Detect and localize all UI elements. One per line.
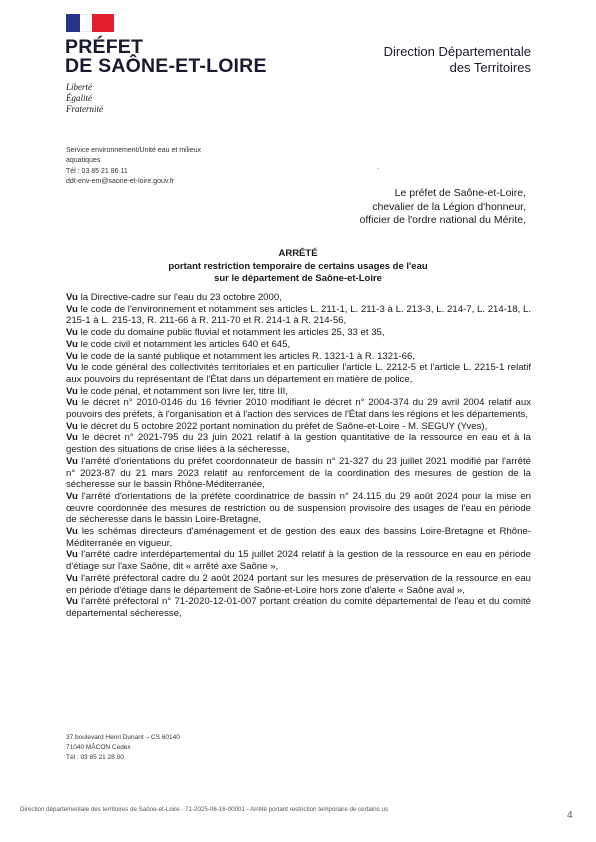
consideration-item bbox=[66, 304, 531, 327]
considerations-list bbox=[66, 292, 531, 620]
service-email[interactable]: ddt-env-em@saone-et-loire.gouv.fr bbox=[66, 177, 175, 185]
consideration-item bbox=[66, 596, 531, 619]
stray-dot: . bbox=[377, 164, 379, 171]
republic-motto bbox=[66, 82, 103, 115]
arrete-title-block bbox=[0, 248, 596, 285]
consideration-prefix: Vu bbox=[66, 420, 78, 432]
consideration-text: l'arrêté d'orientations de la préfète coordinatrice de bassin n° 24.115 du 29 août 2024 pour la mise en œuvre coordonnée des mesures de restriction ou de suspension provisoire des usages de l'eau en période de sécheresse dans le bassin Loire-Bretagne, bbox=[66, 490, 531, 526]
consideration-prefix: Vu bbox=[66, 292, 78, 303]
address-line: 37 boulevard Henri Dunant – CS 60140 bbox=[66, 734, 180, 741]
consideration-text: l'arrêté d'orientations du préfet coordonnateur de bassin n° 21-327 du 23 juillet 2021 modifié par l'arrêté n° 2023-87 du 21 mars 2023 relatif au renforcement de la coordination des mesures de gestion de la sécheresse sur le bassin Rhône-Méditerranée, bbox=[66, 455, 531, 491]
flag-white-stripe bbox=[80, 14, 92, 32]
service-contact bbox=[66, 146, 201, 187]
arrete-subtitle-1: portant restriction temporaire de certains usages de l'eau bbox=[168, 261, 428, 272]
signer-line: officier de l'ordre national du Mérite, bbox=[359, 214, 526, 226]
consideration-prefix: Vu bbox=[66, 572, 78, 584]
marianne-flag-logo bbox=[66, 14, 114, 32]
direction-line-1: Direction Départementale bbox=[383, 44, 531, 59]
consideration-prefix: Vu bbox=[66, 303, 78, 315]
service-line: aquatiques bbox=[66, 157, 101, 165]
consideration-item bbox=[66, 573, 531, 596]
consideration-item bbox=[66, 339, 531, 351]
page-number: 4 bbox=[567, 810, 573, 821]
consideration-prefix: Vu bbox=[66, 549, 78, 561]
service-line: Service environnement/Unité eau et milieux bbox=[66, 147, 202, 154]
direction-header bbox=[384, 44, 531, 76]
consideration-prefix: Vu bbox=[66, 432, 78, 444]
consideration-prefix: Vu bbox=[66, 327, 78, 339]
consideration-prefix: Vu bbox=[66, 385, 78, 397]
consideration-prefix: Vu bbox=[66, 397, 78, 409]
postal-address bbox=[66, 733, 180, 763]
prefecture-line-2: DE SAÔNE-ET-LOIRE bbox=[65, 55, 267, 77]
consideration-prefix: Vu bbox=[66, 526, 78, 538]
consideration-prefix: Vu bbox=[66, 596, 78, 608]
consideration-text: le code de la santé publique et notamment les articles R. 1321-1 à R. 1321-66, bbox=[77, 350, 415, 362]
consideration-item bbox=[66, 386, 531, 398]
consideration-text: la Directive-cadre sur l'eau du 23 octobre 2000, bbox=[77, 292, 282, 303]
consideration-item bbox=[66, 292, 531, 304]
consideration-item bbox=[66, 526, 531, 549]
address-phone: Tél : 03 85 21 28 00 bbox=[66, 754, 124, 761]
service-phone: Tél : 03 85 21 86 11 bbox=[66, 167, 128, 175]
consideration-text: l'arrêté préfectoral cadre du 2 août 2024 portant sur les mesures de préservation de la ressource en eau en période d'étiage dans le département de Saône-et-Loire hors zone d'alerte « Saône aval », bbox=[66, 572, 531, 596]
consideration-item bbox=[66, 362, 531, 385]
footer-reference: Direction départementale des territoires de Saône-et-Loire - 71-2025-06-16-00001 - Arrêté portant restriction temporaire de certains us bbox=[20, 806, 389, 813]
consideration-item bbox=[66, 549, 531, 572]
prefecture-line-1: PRÉFET bbox=[65, 36, 144, 58]
motto-liberte: Liberté bbox=[66, 82, 92, 92]
consideration-item bbox=[66, 432, 531, 455]
prefecture-name bbox=[65, 38, 267, 76]
consideration-text: le code du domaine public fluvial et notamment les articles 25, 33 et 35, bbox=[77, 327, 385, 339]
consideration-text: le code pénal, et notamment son livre Ier, titre III, bbox=[77, 385, 289, 397]
consideration-item bbox=[66, 421, 531, 433]
consideration-prefix: Vu bbox=[66, 350, 78, 362]
consideration-text: le code de l'environnement et notamment ses articles L. 211-1, L. 211-3 à L. 213-3, L. 214-7, L. 214-18, L. 215-1 à L. 215-13, R. 211-66 à R. 211-70 et R. 214-1 à R. 214-56, bbox=[66, 303, 531, 327]
consideration-item bbox=[66, 456, 531, 491]
consideration-text: le décret du 5 octobre 2022 portant nomination du préfet de Saône-et-Loire - M. SEGUY (Yves), bbox=[77, 420, 488, 432]
flag-blue-stripe bbox=[66, 14, 80, 32]
flag-red-stripe bbox=[92, 14, 114, 32]
direction-line-2: des Territoires bbox=[449, 60, 531, 75]
address-line: 71040 MÂCON Cedex bbox=[66, 744, 131, 751]
consideration-item bbox=[66, 351, 531, 363]
consideration-text: le code civil et notamment les articles 640 et 645, bbox=[77, 338, 291, 350]
arrete-title: ARRÊTÉ bbox=[278, 248, 318, 259]
motto-fraternite: Fraternité bbox=[66, 104, 103, 114]
motto-egalite: Égalité bbox=[66, 93, 92, 103]
consideration-item bbox=[66, 397, 531, 420]
consideration-item bbox=[66, 327, 531, 339]
consideration-prefix: Vu bbox=[66, 338, 78, 350]
signer-block bbox=[360, 187, 526, 228]
consideration-text: l'arrêté préfectoral n° 71-2020-12-01-007 portant création du comité départemental de l'eau et du comité départemental sécheresse, bbox=[66, 596, 531, 619]
consideration-prefix: Vu bbox=[66, 362, 78, 374]
consideration-text: l'arrêté cadre interdépartemental du 15 juillet 2024 relatif à la gestion de la ressource en eau en période d'étiage sur l'axe Saône, dit « arrêté axe Saône », bbox=[66, 549, 531, 573]
consideration-text: le code général des collectivités territoriales et en particulier l'article L. 2212-5 et l'article L. 2215-1 relatif aux pouvoirs du représentant de l'État dans un département en matière de police, bbox=[66, 362, 531, 385]
consideration-prefix: Vu bbox=[66, 455, 78, 467]
signer-line: Le préfet de Saône-et-Loire, bbox=[394, 187, 526, 199]
signer-line: chevalier de la Légion d'honneur, bbox=[372, 200, 526, 213]
consideration-prefix: Vu bbox=[66, 490, 78, 502]
consideration-item bbox=[66, 491, 531, 526]
arrete-subtitle-2: sur le département de Saône-et-Loire bbox=[214, 273, 382, 284]
consideration-text: le décret n° 2021-795 du 23 juin 2021 relatif à la gestion quantitative de la ressource en eau et à la gestion des situations de crise liées à la sécheresse, bbox=[66, 432, 531, 456]
consideration-text: les schémas directeurs d'aménagement et de gestion des eaux des bassins Loire-Bretagne et Rhône-Méditerranée en vigueur, bbox=[66, 526, 531, 549]
consideration-text: le décret n° 2010-0146 du 16 février 2010 modifiant le décret n° 2004-374 du 29 avril 2004 relatif aux pouvoirs des préfets, à l'organisation et à l'action des services de l'État dans les régions et les départements, bbox=[66, 397, 531, 421]
